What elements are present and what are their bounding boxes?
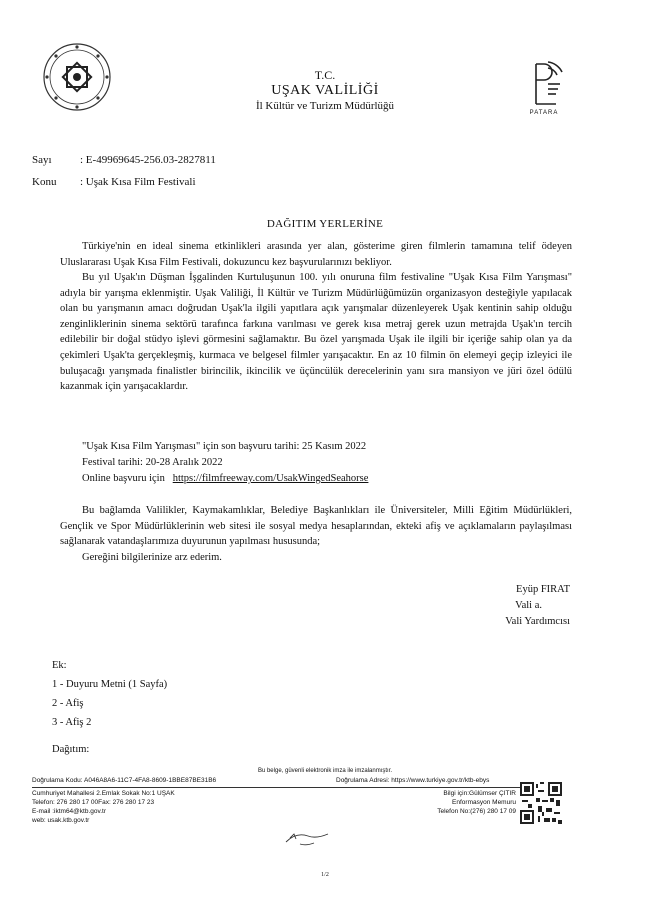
paragraph-2: Bu yıl Uşak'ın Düşman İşgalinden Kurtuluşunun 100. yılı onuruna film festivaline "Uşak Kısa Film Yarışması" adıyla bir yarışma eklenmiştir. Uşak Valiliği, İl Kültür ve Turizm Müdürlüğümüzün organizasyon desteğiyle yapılacak olan bu yarışmanın amacı doğrudan Uşak'la ilgili yapıtlara açık yarışmalar düzenleyerek Uşak kentinin sahip olduğu zenginliklerinin sinema sektörü tarafınca farkına varılması ve gerek kısa metraj gerek uzun metrajda Uşak'ın tercih edilebilir bir doğal stüdyo işlevi görmesini sağlamaktır. Bu özel yarışmada Uşak ile ilgili bir içeriğe sahip olan ya da çekimleri Uşak'ta gerçekleşmiş, kurmaca ve belgesel filmler yarışacaktır. En az 10 filmin ön elemeyi geçip izleyici ile buluşacağı yarışmada finalistler birincilik, ikincilik ve üçüncülük derecelerinin yanı sıra mansiyon ve jüri özel ödülü kazanmak için yarışacaklardır. (60, 272, 572, 393)
footer-divider (32, 787, 532, 788)
sayi-row (32, 154, 332, 168)
verification-address[interactable]: Doğrulama Adresi: https://www.turkiye.gov.tr/ktb-ebys (336, 777, 490, 784)
header-governorship: UŞAK VALİLİĞİ (271, 83, 379, 98)
application-link[interactable]: https://filmfreeway.com/UsakWingedSeahorse (172, 473, 369, 484)
info-role: Enformasyon Memuru (452, 799, 516, 806)
online-line (82, 473, 368, 484)
sayi-label: Sayı (32, 154, 52, 166)
header-tc: T.C. (314, 68, 336, 82)
signer-title-2: Vali Yardımcısı (505, 616, 570, 627)
festival-dates-line: Festival tarihi: 20-28 Aralık 2022 (82, 457, 223, 468)
konu-value: : Uşak Kısa Film Festivali (80, 176, 196, 188)
info-phone: Telefon No:(276) 280 17 09 (437, 808, 516, 815)
deadline-line: "Uşak Kısa Film Yarışması" için son başvuru tarihi: 25 Kasım 2022 (82, 441, 367, 452)
attachments-label: Ek: (52, 660, 67, 671)
page-number: 1/2 (321, 872, 329, 878)
ministry-emblem-icon (42, 42, 112, 112)
verification-code: Doğrulama Kodu: A046A8A6-11C7-4FA8-8609-1BBE87BE31B6 (32, 777, 217, 784)
patara-logo-icon (524, 58, 564, 114)
sayi-value: : E-49969645-256.03-2827811 (80, 154, 216, 166)
esign-note: Bu belge, güvenli elektronik imza ile imzalanmıştır. (257, 768, 393, 774)
footer-web[interactable]: web: usak.ktb.gov.tr (32, 817, 90, 824)
header-directorate: İl Kültür ve Turizm Müdürlüğü (255, 100, 395, 112)
distribution-label: Dağıtım: (52, 744, 90, 755)
paragraph-1: Türkiye'nin en ideal sinema etkinlikleri arasında yer alan, gösterime giren filmlerin tamamına telif ödeyen Uluslararası Uşak Kısa Film Festivali, dokuzuncu kez başvurularınızı bekliyor. (60, 241, 572, 268)
footer-email[interactable]: E-mail :iktm64@ktb.gov.tr (32, 808, 107, 815)
signer-title-1: Vali a. (515, 600, 542, 611)
qr-code-icon (520, 782, 562, 824)
attachment-item-1: 1 - Duyuru Metni (1 Sayfa) (52, 679, 168, 690)
document-title: DAĞITIM YERLERİNE (266, 218, 384, 230)
konu-label: Konu (32, 176, 57, 188)
attachment-item-3: 3 - Afiş 2 (52, 717, 92, 728)
info-person: Bilgi için:Gülümser ÇITIR (443, 790, 516, 797)
konu-row (32, 176, 332, 190)
paragraph-3: Bu bağlamda Valilikler, Kaymakamlıklar, Belediye Başkanlıkları ile Üniversiteler, Milli Eğitim Müdürlükleri, Gençlik ve Spor Müdürlüklerinin web sitesi ile sosyal medya hesaplarından, ekteki afiş ve açıklamaların paylaşılması sağlanarak vatandaşlarımıza duyurunun yapılması hususunda; (60, 505, 572, 548)
footer-address: Cumhuriyet Mahallesi 2.Emlak Sokak No:1 UŞAK (32, 790, 175, 797)
attachment-item-2: 2 - Afiş (52, 698, 84, 709)
signature-block (430, 582, 570, 630)
signer-name: Eyüp FIRAT (516, 584, 570, 595)
footer-phone: Telefon: 276 280 17 00Fax: 276 280 17 23 (32, 799, 155, 806)
turkiye-brand-logo-icon (282, 826, 332, 850)
closing-line: Gereğini bilgilerinize arz ederim. (82, 552, 222, 563)
patara-label: PATARA (529, 110, 559, 116)
online-label: Online başvuru için (82, 473, 165, 484)
